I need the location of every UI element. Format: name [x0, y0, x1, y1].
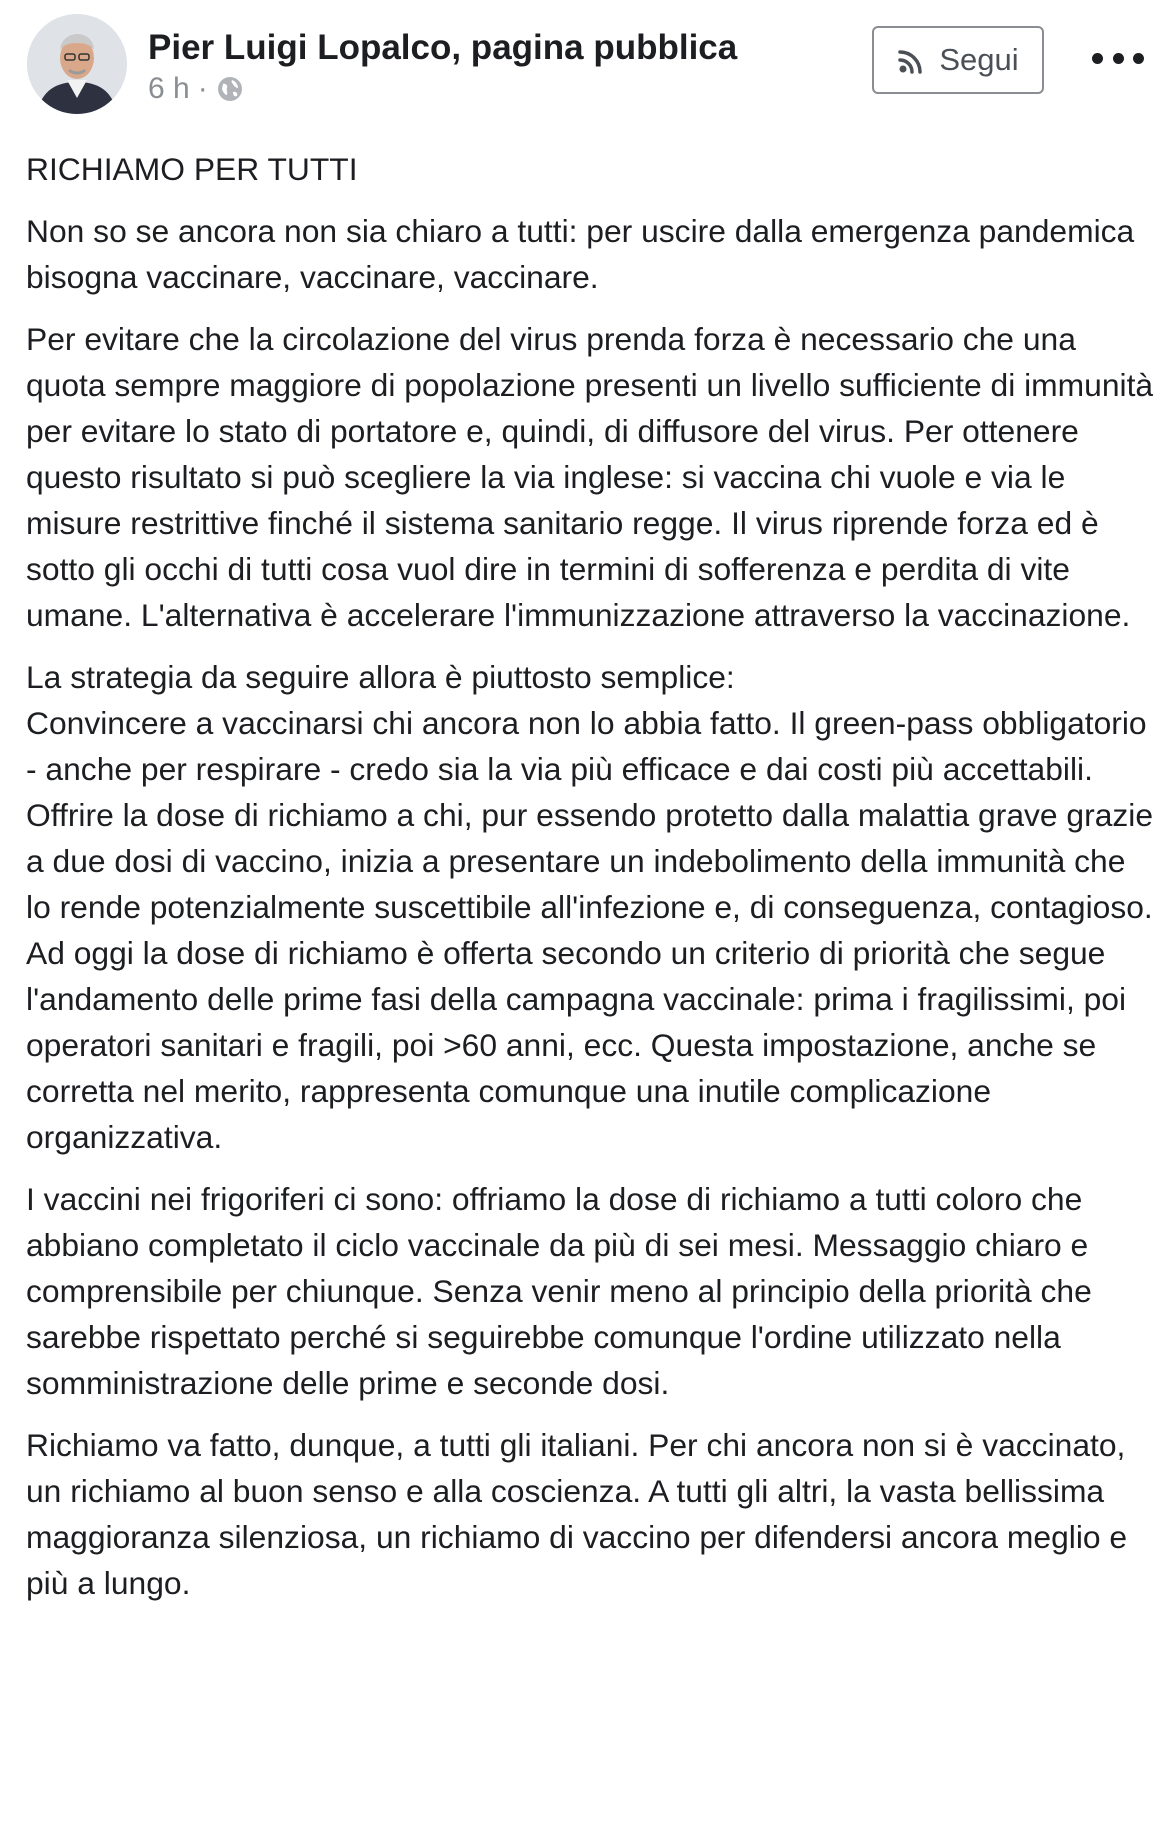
highlighted-green-pass-phrase: Il green-pass obbligatorio - anche per respirare: [26, 705, 1147, 787]
more-dots-icon[interactable]: [1092, 40, 1144, 76]
strategy-intro: La strategia da seguire allora è piuttosto semplice:: [26, 659, 735, 695]
rss-icon: [897, 47, 923, 73]
paragraph-3: [26, 654, 1156, 1160]
avatar[interactable]: [27, 14, 127, 114]
meta-separator: ·: [197, 72, 208, 105]
post-heading: RICHIAMO PER TUTTI: [26, 151, 358, 187]
strategy-point-2: Offrire la dose di richiamo a chi, pur essendo protetto dalla malattia grave grazie a due dosi di vaccino, inizia a presentare un indebolimento della immunità che lo rende potenzialmente suscettibile all'infezione e, di conseguenza, contagioso.: [26, 797, 1154, 925]
globe-icon: [216, 75, 244, 103]
post-header: [0, 0, 1170, 130]
follow-label: Segui: [939, 42, 1019, 77]
paragraph-5: Richiamo va fatto, dunque, a tutti gli italiani. Per chi ancora non si è vaccinato, un richiamo al buon senso e alla coscienza. A tutti gli altri, la vasta bellissima maggioranza silenziosa, un richiamo di vaccino per difendersi ancora meglio e più a lungo.: [26, 1427, 1128, 1601]
follow-button[interactable]: [872, 26, 1044, 94]
paragraph-2: Per evitare che la circolazione del virus prenda forza è necessario che una quota sempre maggiore di popolazione presenti un livello sufficiente di immunità per evitare lo stato di portatore e, quindi, di diffusore del virus. Per ottenere questo risultato si può scegliere la via inglese: si vaccina chi vuole e via le misure restrittive finché il sistema sanitario regge. Il virus riprende forza ed è sotto gli occhi di tutti cosa vuol dire in termini di sofferenza e perdita di vite umane. L'alternativa è accelerare l'immunizzazione attraverso la vaccinazione.: [26, 321, 1154, 633]
strategy-point-1: Convincere a vaccinarsi chi ancora non lo abbia fatto.: [26, 705, 790, 741]
strategy-point-1-end: - credo sia la via più efficace e dai costi più accettabili.: [321, 751, 1093, 787]
dot-2: [1113, 53, 1124, 64]
strategy-point-3: Ad oggi la dose di richiamo è offerta secondo un criterio di priorità che segue l'andamento delle prime fasi della campagna vaccinale: prima i fragilissimi, poi operatori sanitari e fragili, poi >60 anni, ecc. Questa impostazione, anche se corretta nel merito, rappresenta comunque una inutile complicazione organizzativa.: [26, 935, 1127, 1155]
post-time[interactable]: 6 h: [148, 72, 190, 105]
dot-1: [1092, 53, 1103, 64]
post-meta: [148, 72, 244, 106]
paragraph-1: Non so se ancora non sia chiaro a tutti: per uscire dalla emergenza pandemica bisogna vaccinare, vaccinare, vaccinare.: [26, 213, 1135, 295]
dot-3: [1133, 53, 1144, 64]
paragraph-4: I vaccini nei frigoriferi ci sono: offriamo la dose di richiamo a tutti coloro che abbiano completato il ciclo vaccinale da più di sei mesi. Messaggio chiaro e comprensibile per chiunque. Senza venir meno al principio della priorità che sarebbe rispettato perché si seguirebbe comunque l'ordine utilizzato nella somministrazione delle prime e seconde dosi.: [26, 1181, 1092, 1401]
post-body: [26, 146, 1156, 1622]
profile-photo: [27, 14, 127, 114]
author-name[interactable]: Pier Luigi Lopalco, pagina pubblica: [148, 28, 738, 67]
